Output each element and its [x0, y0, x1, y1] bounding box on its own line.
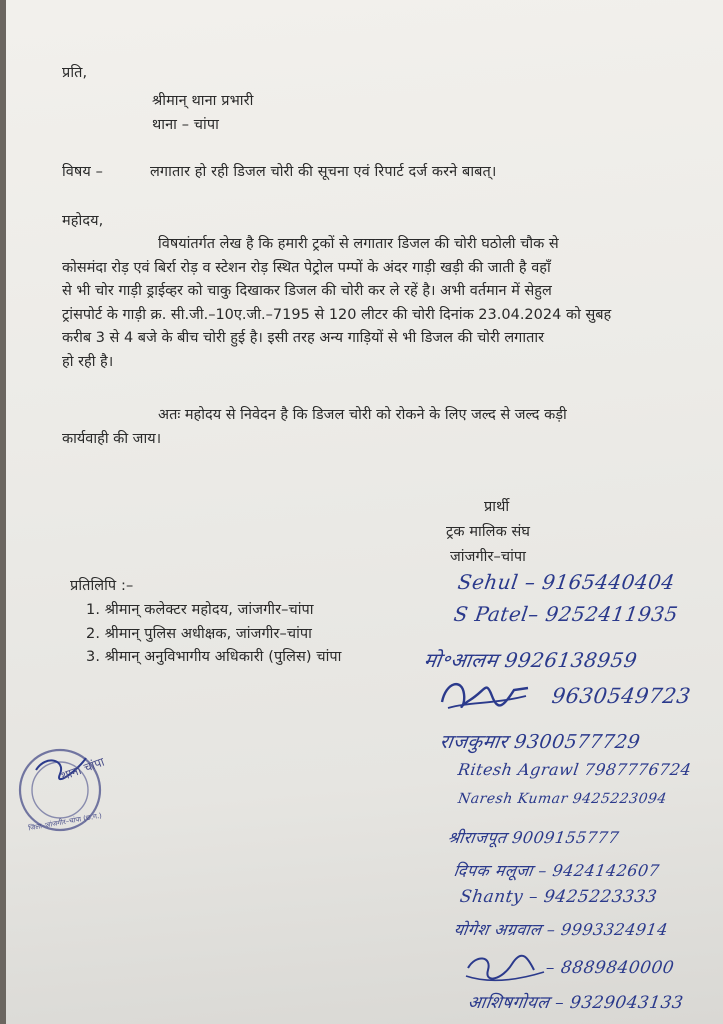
applicant-org: ट्रक मालिक संघ [446, 524, 531, 540]
addressee-line-1: श्रीमान् थाना प्रभारी [152, 93, 254, 109]
stamp-text: थाना चांपा [59, 754, 107, 784]
handwritten-entry: Sehul – 9165440404 [456, 570, 677, 594]
subject-label: विषय – [62, 164, 103, 180]
copy-item: 3. श्रीमान् अनुविभागीय अधिकारी (पुलिस) चांपा [86, 649, 342, 665]
handwritten-entry: मो॰आलम 9926138959 [422, 648, 639, 672]
handwritten-entry: Shanty – 9425223333 [458, 887, 659, 907]
handwritten-entry: – 8889840000 [544, 958, 676, 978]
body-line: विषयांतर्गत लेख है कि हमारी ट्रकों से लगातार डिजल की चोरी घठोली चौक से [158, 236, 559, 252]
handwritten-entry: Naresh Kumar 9425223094 [456, 791, 668, 807]
to-label: प्रति, [62, 65, 88, 81]
stamp-subtext: जिला–जांजगीर–चांपा (छ.ग.) [27, 811, 103, 833]
body-paragraph [62, 233, 662, 374]
handwritten-entry: दिपक मलूजा – 9424142607 [452, 861, 661, 880]
applicant-place: जांजगीर–चांपा [450, 549, 527, 565]
signature-scribble [462, 950, 548, 984]
body-line: ट्रांसपोर्ट के गाड़ी क्र. सी.जी.–10ए.जी.–7195 से 120 लीटर की चोरी दिनांक 23.04.2024 को सुबह [62, 306, 612, 323]
request-line: कार्यवाही की जाय। [62, 430, 162, 447]
handwritten-entry: 9630549723 [550, 684, 693, 708]
body-line: से भी चोर गाड़ी ड्राईव्हर को चाकु दिखाकर डिजल की चोरी कर ले रहें है। अभी वर्तमान में सेहुल [62, 283, 552, 299]
letter-page [6, 0, 723, 1024]
signature-scribble [434, 672, 534, 714]
body-line: हो रही है। [62, 353, 114, 370]
salutation: महोदय, [62, 213, 104, 229]
body-line: करीब 3 से 4 बजे के बीच चोरी हुई है। इसी तरह अन्य गाड़ियों से भी डिजल की चोरी लगातार [62, 330, 545, 346]
copy-item: 1. श्रीमान् कलेक्टर महोदय, जांजगीर–चांपा [86, 602, 314, 618]
handwritten-entry: S Patel– 9252411935 [452, 602, 680, 626]
addressee-line-2: थाना – चांपा [152, 117, 219, 133]
handwritten-entry: श्रीराजपूत 9009155777 [446, 828, 621, 847]
police-stamp [16, 740, 107, 840]
handwritten-entry: Ritesh Agrawl 7987776724 [456, 760, 693, 779]
handwritten-entry: योगेश अग्रवाल – 9993324914 [452, 920, 670, 939]
handwritten-entry: राजकुमार 9300577729 [438, 731, 642, 753]
subject-text: लगातार हो रही डिजल चोरी की सूचना एवं रिपार्ट दर्ज करने बाबत्। [150, 164, 497, 180]
body-line: कोसमंदा रोड़ एवं बिर्रा रोड़ व स्टेशन रोड़ स्थित पेट्रोल पम्पों के अंदर गाड़ी खड़ी की जाती है वहाँ [62, 259, 551, 276]
handwritten-entry: आशिषगोयल – 9329043133 [466, 993, 685, 1013]
applicant-label: प्रार्थी [484, 499, 510, 515]
request-paragraph [62, 404, 662, 451]
request-line: अतः महोदय से निवेदन है कि डिजल चोरी को रोकने के लिए जल्द से जल्द कड़ी [158, 407, 567, 423]
copy-label: प्रतिलिपि :– [70, 578, 134, 594]
copy-item: 2. श्रीमान् पुलिस अधीक्षक, जांजगीर–चांपा [86, 626, 313, 642]
